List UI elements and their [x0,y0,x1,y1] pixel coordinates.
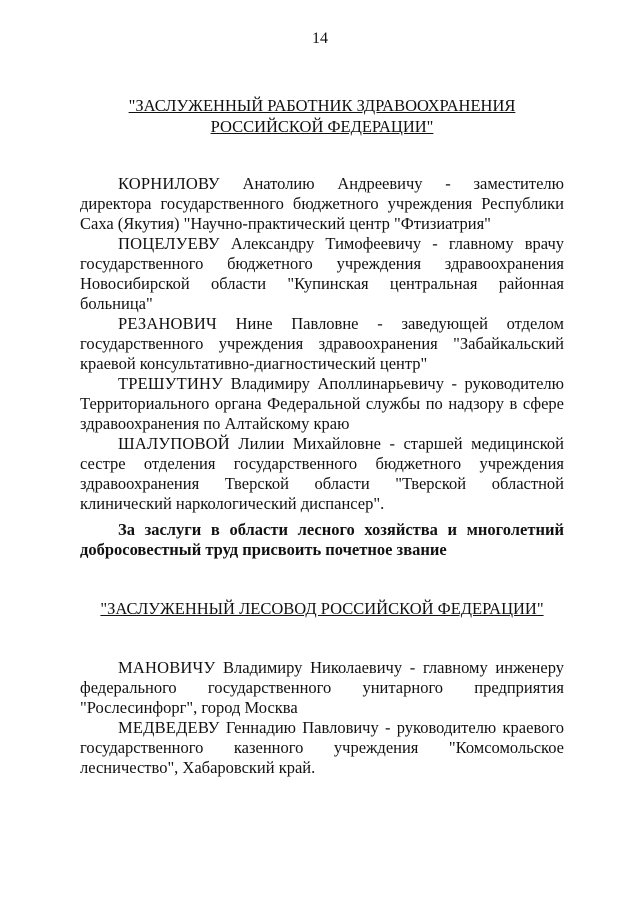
recipient-details: Владимиру Аполлинарьевичу - руководителю Территориального органа Федеральной службы по надзору в сфере здравоохранения по Алтайскому краю [80,374,564,433]
recipient-surname: РЕЗАНОВИЧ [118,314,217,333]
page-number: 14 [312,30,328,47]
award-entry [80,718,564,778]
award-entry [80,374,564,434]
section-title-line-2: РОССИЙСКОЙ ФЕДЕРАЦИИ" [210,117,434,136]
recipient-surname: ПОЦЕЛУЕВУ [118,234,220,253]
recipient-surname: ШАЛУПОВОЙ [118,434,230,453]
award-entry [80,174,564,234]
decree-statement: За заслуги в области лесного хозяйства и многолетний добросовестный труд присвоить почетное звание [80,520,564,559]
recipient-details: Александру Тимофеевичу - главному врачу государственного бюджетного учреждения здравоохранения Новосибирской области "Купинская центральная районная больница" [80,234,564,313]
award-list-health [80,174,564,514]
section-title-line-1: "ЗАСЛУЖЕННЫЙ РАБОТНИК ЗДРАВООХРАНЕНИЯ [128,96,516,115]
award-list-forestry [80,658,564,778]
recipient-surname: МАНОВИЧУ [118,658,216,677]
recipient-details: Лилии Михайловне - старшей медицинской сестре отделения государственного бюджетного учреждения здравоохранения Тверской области "Тверской областной клинический наркологический диспансер". [80,434,564,513]
section-title-forester [80,598,564,619]
recipient-details: Геннадию Павловичу - руководителю краевого государственного казенного учреждения "Комсомольское лесничество", Хабаровский край. [80,718,564,777]
award-entry [80,314,564,374]
section-title: "ЗАСЛУЖЕННЫЙ ЛЕСОВОД РОССИЙСКОЙ ФЕДЕРАЦИИ" [100,599,544,618]
award-entry [80,658,564,718]
section-title-health-worker [80,95,564,137]
award-entry [80,434,564,514]
recipient-details: Нине Павловне - заведующей отделом государственного учреждения здравоохранения "Забайкальский краевой консультативно-диагностический центр" [80,314,564,373]
recipient-surname: КОРНИЛОВУ [118,174,220,193]
recipient-details: Анатолию Андреевичу - заместителю директора государственного бюджетного учреждения Республики Саха (Якутия) "Научно-практический центр "Фтизиатрия" [80,174,564,233]
recipient-surname: ТРЕШУТИНУ [118,374,224,393]
recipient-details: Владимиру Николаевичу - главному инженеру федерального государственного унитарного предприятия "Рослесинфорг", город Москва [80,658,564,717]
recipient-surname: МЕДВЕДЕВУ [118,718,220,737]
award-entry [80,234,564,314]
